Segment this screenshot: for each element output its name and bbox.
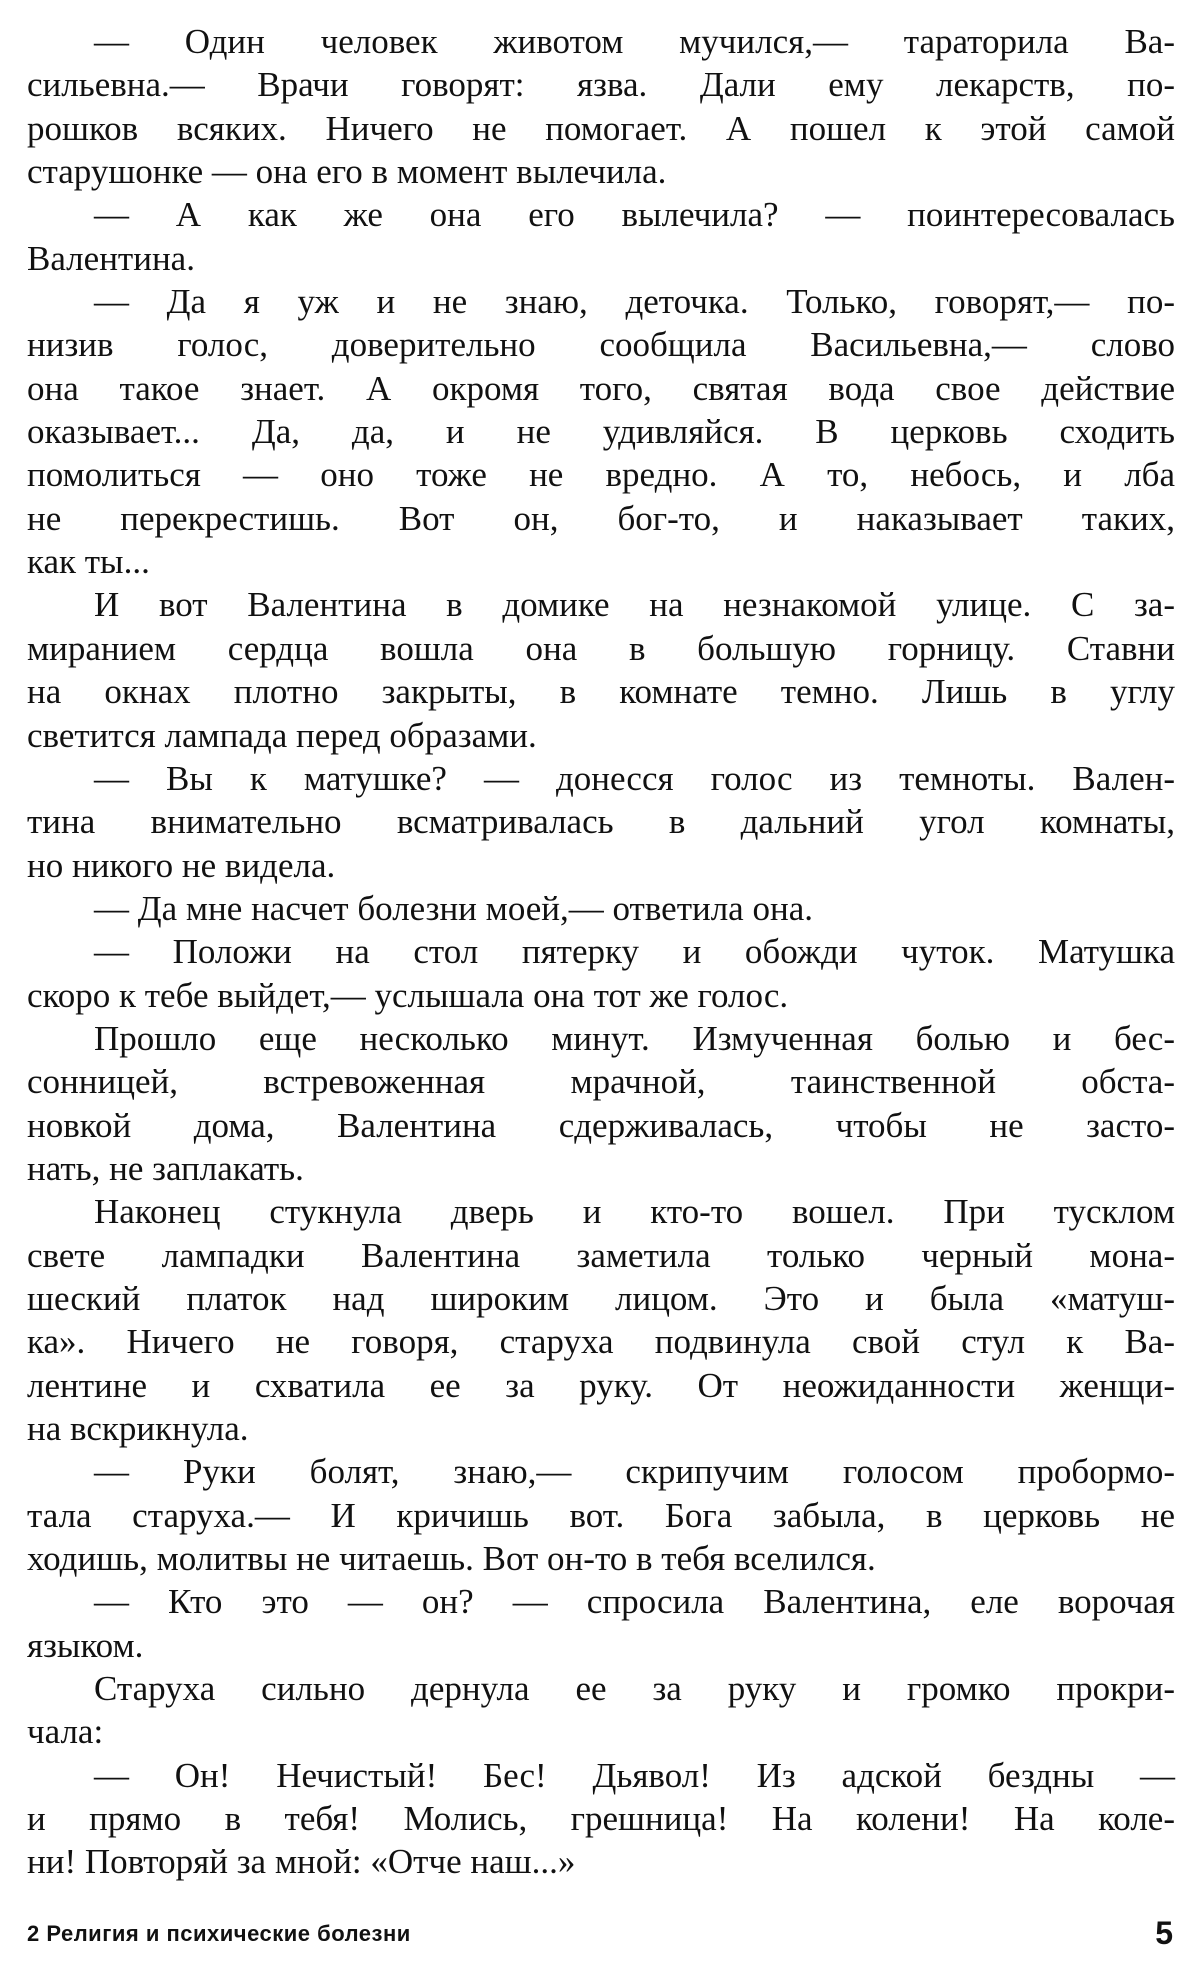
text-line: и прямо в тебя! Молись, грешница! На колени! На коле-	[27, 1799, 1175, 1839]
text-line: языком.	[27, 1625, 144, 1665]
text-line: — А как же она его вылечила? — поинтересовалась	[94, 195, 1175, 235]
text-line: старушонке — она его в момент вылечила.	[27, 152, 667, 192]
text-line: сонницей, встревоженная мрачной, таинственной обста-	[27, 1062, 1175, 1102]
printer-signature: 2 Религия и психические болезни	[27, 1921, 411, 1946]
text-line: — Один человек животом мучился,— тараторила Ва-	[94, 22, 1175, 61]
text-line: нать, не заплакать.	[27, 1148, 304, 1188]
text-line: светится лампада перед образами.	[27, 715, 537, 755]
text-line: сильевна.— Врачи говорят: язва. Дали ему лекарств, по-	[27, 65, 1175, 105]
text-line: Валентина.	[27, 238, 195, 278]
text-line: — Вы к матушке? — донесся голос из темноты. Вален-	[94, 758, 1175, 798]
text-line: И вот Валентина в домике на незнакомой улице. С за-	[94, 585, 1175, 625]
text-line: лентине и схватила ее за руку. От неожиданности женщи-	[27, 1365, 1175, 1405]
text-line: свете лампадки Валентина заметила только черный мона-	[27, 1235, 1175, 1275]
text-line: тина внимательно всматривалась в дальний угол комнаты,	[27, 802, 1175, 842]
text-line: — Да я уж и не знаю, деточка. Только, говорят,— по-	[94, 282, 1175, 322]
text-line: — Кто это — он? — спросила Валентина, еле ворочая	[94, 1582, 1175, 1622]
body-text	[27, 22, 1175, 1882]
text-line: — Положи на стол пятерку и обожди чуток. Матушка	[94, 932, 1175, 972]
text-line: низив голос, доверительно сообщила Васильевна,— слово	[27, 325, 1175, 365]
text-line: — Да мне насчет болезни моей,— ответила она.	[94, 888, 813, 928]
text-line: рошков всяких. Ничего не помогает. А пошел к этой самой	[27, 108, 1175, 148]
page-footer	[27, 1915, 1175, 1951]
text-line: Наконец стукнула дверь и кто-то вошел. При тусклом	[94, 1192, 1175, 1232]
text-line: не перекрестишь. Вот он, бог-то, и наказывает таких,	[27, 498, 1175, 538]
text-line: Прошло еще несколько минут. Измученная болью и бес-	[94, 1018, 1175, 1058]
page-number: 5	[1155, 1915, 1173, 1951]
text-line: оказывает... Да, да, и не удивляйся. В церковь сходить	[27, 412, 1175, 452]
text-line: ходишь, молитвы не читаешь. Вот он-то в тебя вселился.	[27, 1539, 876, 1579]
text-line: но никого не видела.	[27, 845, 336, 885]
text-line: шеский платок над широким лицом. Это и была «матуш-	[27, 1278, 1175, 1318]
text-line: — Он! Нечистый! Бес! Дьявол! Из адской бездны —	[94, 1755, 1175, 1795]
text-line: миранием сердца вошла она в большую горницу. Ставни	[27, 628, 1175, 668]
text-line: она такое знает. А окромя того, святая вода свое действие	[27, 368, 1175, 408]
text-line: скоро к тебе выйдет,— услышала она тот же голос.	[27, 975, 789, 1015]
text-line: тала старуха.— И кричишь вот. Бога забыла, в церковь не	[27, 1495, 1175, 1535]
text-line: чала:	[27, 1712, 104, 1752]
text-line: новкой дома, Валентина сдерживалась, чтобы не засто-	[27, 1105, 1175, 1145]
text-line: — Руки болят, знаю,— скрипучим голосом пробормо-	[94, 1452, 1175, 1492]
text-line: ни! Повторяй за мной: «Отче наш...»	[27, 1842, 576, 1882]
text-line: помолиться — оно тоже не вредно. А то, небось, и лба	[27, 455, 1175, 495]
text-line: ка». Ничего не говоря, старуха подвинула свой стул к Ва-	[27, 1322, 1175, 1362]
book-page	[27, 22, 1175, 1952]
text-line: как ты...	[27, 542, 150, 582]
text-line: на вскрикнула.	[27, 1409, 249, 1448]
text-line: Старуха сильно дернула ее за руку и громко прокри-	[94, 1669, 1175, 1709]
text-line: на окнах плотно закрыты, в комнате темно. Лишь в углу	[27, 672, 1175, 712]
